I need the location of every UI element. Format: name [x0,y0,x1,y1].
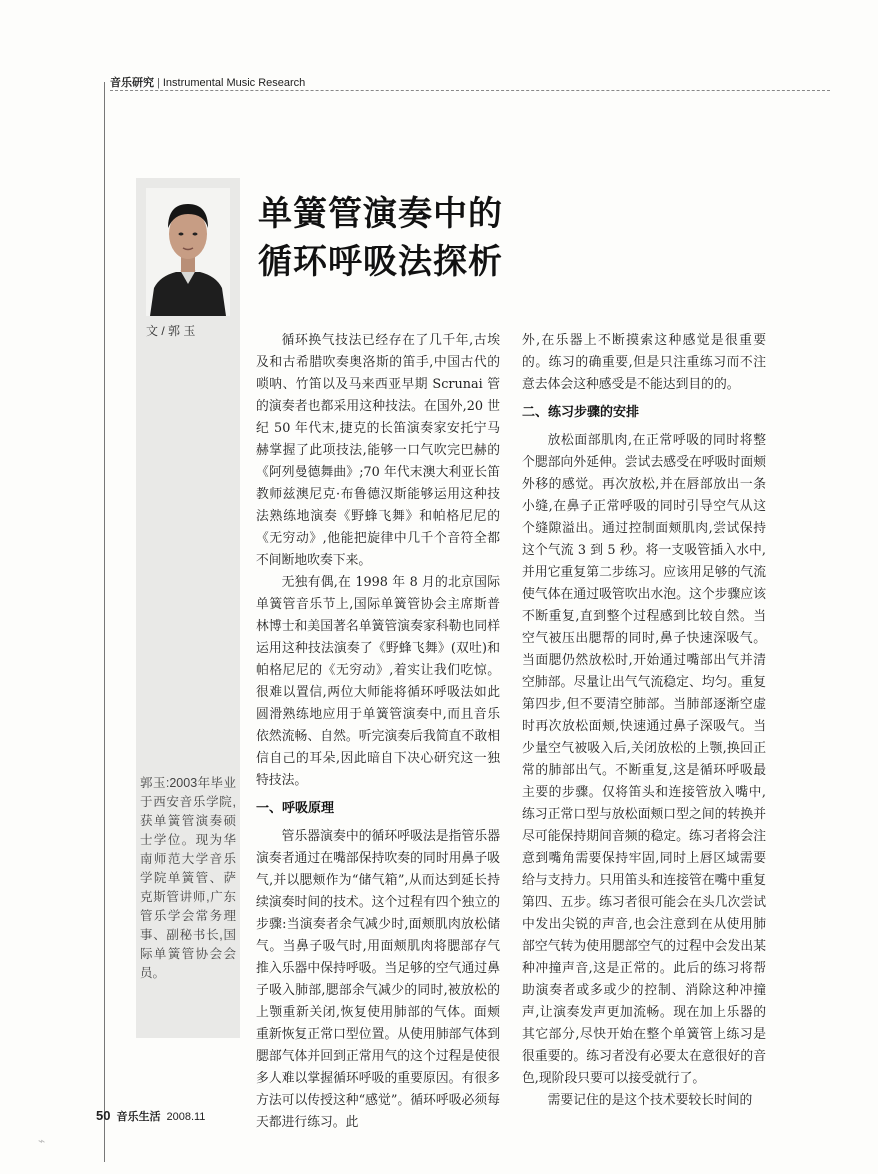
section-title: 音乐研究 [110,77,154,89]
paragraph: 放松面部肌肉,在正常呼吸的同时将整个腮部向外延伸。尝试去感受在呼吸时面颊外移的感觉。再次放松,并在唇部放出一条小缝,在鼻子正常呼吸的同时引导空气从这个缝隙溢出。通过控制面颊肌肉,尝试保持这个气流 3 到 5 秒。将一支吸管插入水中,并用它重复第二步练习。应该用足够的气流使气体在通过吸管吹出水泡。这个步骤应该不断重复,直到整个过程感到比较自然。当空气被压出腮帮的同时,鼻子快速深吸气。当面腮仍然放松时,开始通过嘴部出气并清空肺部。尽量让出气气流稳定、均匀。重复第四步,但不要清空肺部。当肺部逐渐空虚时再次放松面颊,快速通过鼻子深吸气。当少量空气被吸入后,关闭放松的上颚,换回正常的肺部出气。不断重复,这是循环呼吸最主要的步骤。仅将笛头和连接管放入嘴中,练习正常口型与放松面颊口型之间的转换并尽可能保持期间音频的稳定。练习者将会注意到嘴角需要保持牢固,同时上唇区域需要给与支持力。只用笛头和连接管在嘴中重复第四、五步。练习者很可能会在头几次尝试中发出尖锐的声音,也会注意到在从使用肺部空气转为使用腮部空气的过程中会发出某种冲撞声音,这是正常的。此后的练习将帮助演奏者或多或少的控制、消除这种冲撞声,让演奏发声更加流畅。现在加上乐器的其它部分,尽快开始在整个单簧管上练习是很重要的。练习者没有必要太在意很好的音色,现阶段只要可以接受就行了。 [522,433,766,1086]
title-line-2: 循环呼吸法探析 [258,242,503,282]
left-column [256,330,500,1134]
paragraph: 无独有偶,在 1998 年 8 月的北京国际单簧管音乐节上,国际单簧管协会主席斯普林博士和美国著名单簧管演奏家科勒也同样运用这种技法演奏了《野蜂飞舞》(双吐)和帕格尼尼的《无穷动》,着实让我们吃惊。很难以置信,两位大师能将循环呼吸法如此圆滑熟练地应用于单簧管演奏中,而且音乐依然流畅、自然。听完演奏后我简直不敢相信自己的耳朵,因此暗自下决心研究这一独特技法。 [256,575,500,788]
left-margin-rule [104,82,105,1162]
section-heading: 一、呼吸原理 [256,801,335,816]
author-bio: 郭玉:2003年毕业于西安音乐学院,获单簧管演奏硕士学位。现为华南师范大学音乐学院单簧管、萨克斯管讲师,广东管乐学会常务理事、副秘书长,国际单簧管协会会员。 [140,776,236,980]
title-line-1: 单簧管演奏中的 [258,194,503,234]
paragraph: 循环换气技法已经存在了几千年,古埃及和古希腊吹奏奥洛斯的笛手,中国古代的唢呐、竹笛以及马来西亚早期 Scrunai 管的演奏者也都采用这种技法。在国外,20 世纪 50 年代末,捷克的长笛演奏家安托宁马赫掌握了此项技法,能够一口气吹完巴赫的《阿列曼德舞曲》;70 年代末澳大利亚长笛教师兹澳尼克·布鲁德汉斯能够运用这种技法熟练地演奏《野蜂飞舞》和帕格尼尼的《无穷动》,他能把旋律中几千个音符全都不间断地吹奏下来。 [256,333,500,568]
paragraph: 需要记住的是这个技术要较长时间的 [547,1093,753,1108]
right-column [522,330,766,1112]
page-footer [96,1108,205,1124]
section-heading: 二、练习步骤的安排 [522,405,640,420]
section-separator: | [157,77,160,89]
scan-mark-icon: ⌁ [38,1134,46,1148]
magazine-name: 音乐生活 [116,1111,161,1123]
article-title [258,190,618,286]
paragraph: 管乐器演奏中的循环呼吸法是指管乐器演奏者通过在嘴部保持吹奏的同时用鼻子吸气,并以腮颊作为“储气箱”,从而达到延长持续演奏时间的技术。这个过程有四个独立的步骤:当演奏者余气减少时,面颊肌肉放松储气。当鼻子吸气时,用面颊肌肉将腮部存气推入乐器中保持呼吸。当足够的空气通过鼻子吸入肺部,腮部余气减少的同时,被放松的上颚重新关闭,恢复使用肺部的气体。面颊重新恢复正常口型位置。从使用肺部气体到腮部气体并回到正常用气的这个过程是使很多人难以掌握循环呼吸的重要原因。有很多方法可以传授这种“感觉”。循环呼吸必须每天都进行练习。此 [256,829,500,1130]
paragraph: 外,在乐器上不断摸索这种感觉是很重要的。练习的确重要,但是只注重练习而不注意去体会这种感受是不能达到目的的。 [522,333,766,392]
author-photo [146,188,230,316]
section-title-english: Instrumental Music Research [162,77,306,89]
byline: 文 / 郭 玉 [146,324,196,338]
running-header [110,74,830,91]
page-number: 50 [96,1108,111,1123]
issue-date: 2008.11 [166,1111,206,1123]
